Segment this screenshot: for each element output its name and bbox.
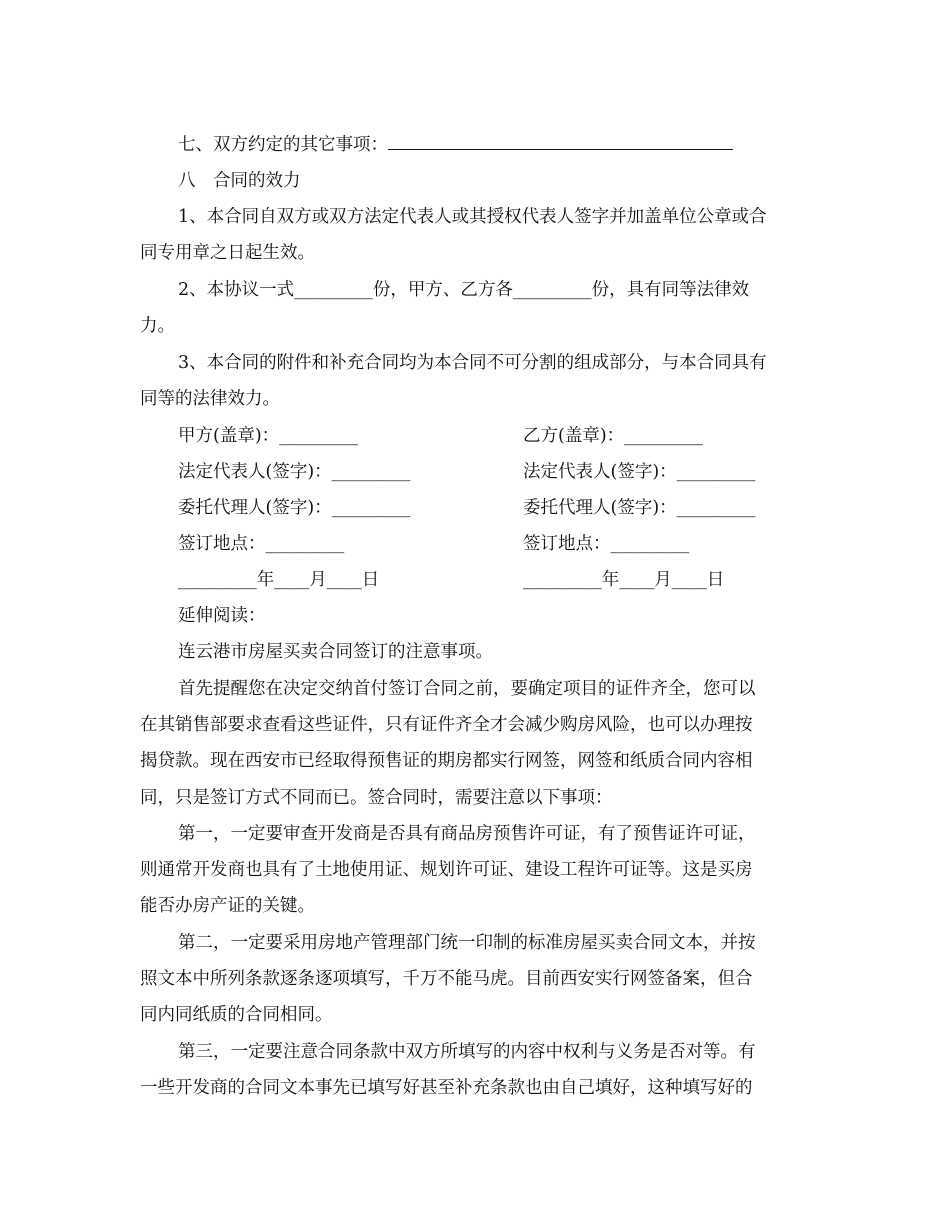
clause8-item1-line1: 1、本合同自双方或双方法定代表人或其授权代表人签字并加盖单位公章或合	[178, 207, 767, 227]
party-b-date: _________年____月____日	[523, 570, 725, 590]
para3-line3: 同内同纸质的合同相同。	[140, 1005, 333, 1025]
party-b-seal: 乙方(盖章)：_________	[523, 426, 703, 446]
para2-line2: 则通常开发商也具有了土地使用证、规划许可证、建设工程许可证等。这是买房	[140, 860, 753, 880]
party-b-legal-rep: 法定代表人(签字)：_________	[523, 462, 756, 482]
clause8-item2-line2: 力。	[140, 316, 175, 336]
party-a-legal-rep: 法定代表人(签字)：_________	[178, 462, 411, 482]
para1-line3: 揭贷款。现在西安市已经取得预售证的期房都实行网签，网签和纸质合同内容相	[140, 751, 753, 771]
para1-line4: 同，只是签订方式不同而已。签合同时，需要注意以下事项：	[140, 788, 613, 808]
clause8-item3-line1: 3、本合同的附件和补充合同均为本合同不可分割的组成部分，与本合同具有	[178, 353, 767, 373]
para4-line1: 第三，一定要注意合同条款中双方所填写的内容中权利与义务是否对等。有	[178, 1042, 756, 1062]
para3-line2: 照文本中所列条款逐条逐项填写，千万不能马虎。目前西安实行网签备案，但合	[140, 969, 753, 989]
party-a-place: 签订地点：_________	[178, 534, 345, 554]
party-a-agent: 委托代理人(签字)：_________	[178, 498, 411, 518]
article-title: 连云港市房屋买卖合同签订的注意事项。	[178, 642, 493, 662]
clause8-item2-line1: 2、本协议一式_________份，甲方、乙方各_________份，具有同等法律效	[178, 280, 750, 300]
party-a-seal: 甲方(盖章)：_________	[178, 426, 358, 446]
para1-line2: 在其销售部要求查看这些证件，只有证件齐全才会减少购房风险，也可以办理按	[140, 715, 753, 735]
para4-line2: 一些开发商的合同文本事先已填写好甚至补充条款也由自己填好，这种填写好的	[140, 1078, 753, 1098]
para1-line1: 首先提醒您在决定交纳首付签订合同之前，要确定项目的证件齐全，您可以	[178, 679, 756, 699]
party-b-agent: 委托代理人(签字)：_________	[523, 498, 756, 518]
para2-line3: 能否办房产证的关键。	[140, 896, 315, 916]
para2-line1: 第一，一定要审查开发商是否具有商品房预售许可证，有了预售证许可证，	[178, 824, 756, 844]
clause7-label: 七、双方约定的其它事项：	[178, 135, 388, 155]
clause8-item3-line2: 同等的法律效力。	[140, 389, 280, 409]
para3-line1: 第二，一定要采用房地产管理部门统一印制的标准房屋买卖合同文本，并按	[178, 933, 756, 953]
party-a-date: _________年____月____日	[178, 570, 380, 590]
clause8-item1-line2: 同专用章之日起生效。	[140, 243, 315, 263]
clause7-row	[178, 133, 733, 156]
party-b-place: 签订地点：_________	[523, 534, 690, 554]
clause7-blank	[388, 133, 733, 150]
clause8-title: 八 合同的效力	[178, 171, 301, 191]
extended-reading-label: 延伸阅读：	[178, 606, 266, 626]
